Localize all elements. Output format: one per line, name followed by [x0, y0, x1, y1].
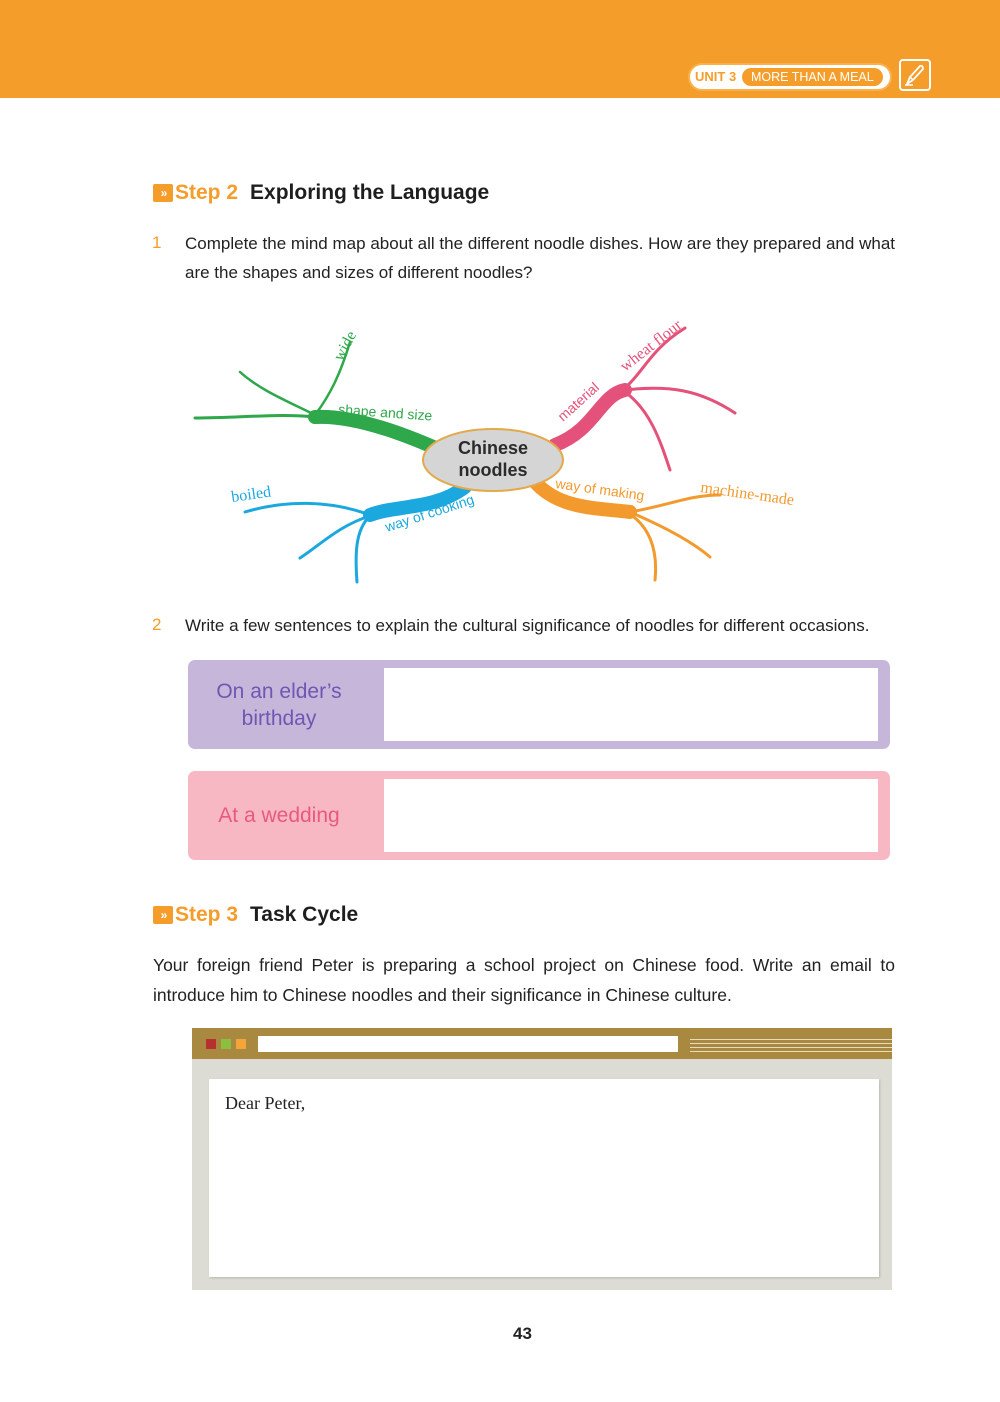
pen-icon: [899, 59, 931, 91]
step3-heading: [153, 900, 358, 930]
example-wheat-flour: wheat flour: [616, 316, 686, 376]
email-greeting: Dear Peter,: [225, 1093, 306, 1113]
example-machine-made: machine-made: [699, 479, 796, 510]
menu-line: [690, 1043, 892, 1044]
wedding-answer-field[interactable]: [384, 779, 878, 852]
unit-badge: [690, 65, 890, 89]
email-window: [192, 1028, 892, 1290]
close-icon: [206, 1039, 216, 1049]
shape-branch: [195, 342, 440, 450]
step2-heading: [153, 178, 489, 208]
noodle-mind-map: [180, 300, 840, 590]
step2-number: Step 2: [175, 181, 239, 204]
occasion-label-birthday: On an elder’s birthday: [216, 679, 342, 730]
label-way-of-making: way of making: [554, 475, 646, 504]
question-1-text: Complete the mind map about all the different noodle dishes. How are they prepared and what are the shapes and sizes of different noodles?: [185, 234, 895, 282]
label-material: material: [554, 379, 603, 425]
menu-line: [690, 1047, 892, 1048]
task-instructions: Your foreign friend Peter is preparing a school project on Chinese food. Write an email to introduce him to Chinese noodles and their significance in Chinese culture.: [153, 955, 895, 1005]
example-wide: wide: [330, 328, 361, 364]
maximize-icon: [221, 1039, 231, 1049]
browser-title-bar: [192, 1028, 892, 1059]
example-boiled: boiled: [230, 483, 273, 506]
occasion-label-wedding: At a wedding: [218, 804, 340, 827]
step3-number: Step 3: [175, 903, 239, 926]
step3-title: Task Cycle: [250, 903, 359, 926]
occasion-row-birthday: [188, 660, 890, 749]
center-line-2: noodles: [458, 460, 528, 480]
menu-line: [690, 1051, 892, 1052]
unit-label: UNIT 3: [695, 69, 737, 84]
minimize-icon: [236, 1039, 246, 1049]
label-shape-and-size: shape and size: [337, 401, 433, 424]
email-body-field[interactable]: [209, 1079, 879, 1277]
question-2-number: 2: [152, 615, 162, 634]
step2-title: Exploring the Language: [250, 181, 490, 204]
occasion-row-wedding: [188, 771, 890, 860]
question-1-number: 1: [152, 233, 162, 252]
center-line-1: Chinese: [457, 438, 529, 458]
question-2-text: Write a few sentences to explain the cultural significance of noodles for different occasions.: [185, 616, 870, 635]
step-arrows-icon: »: [153, 906, 173, 924]
birthday-answer-field[interactable]: [384, 668, 878, 741]
unit-title: MORE THAN A MEAL: [742, 68, 883, 86]
label-way-of-cooking: way of cooking: [382, 491, 477, 535]
step-arrows-icon: »: [153, 184, 173, 202]
cooking-branch: [245, 487, 465, 582]
menu-lines-icon: [690, 1039, 892, 1040]
page-number: 43: [513, 1324, 532, 1343]
address-bar: [258, 1036, 678, 1052]
